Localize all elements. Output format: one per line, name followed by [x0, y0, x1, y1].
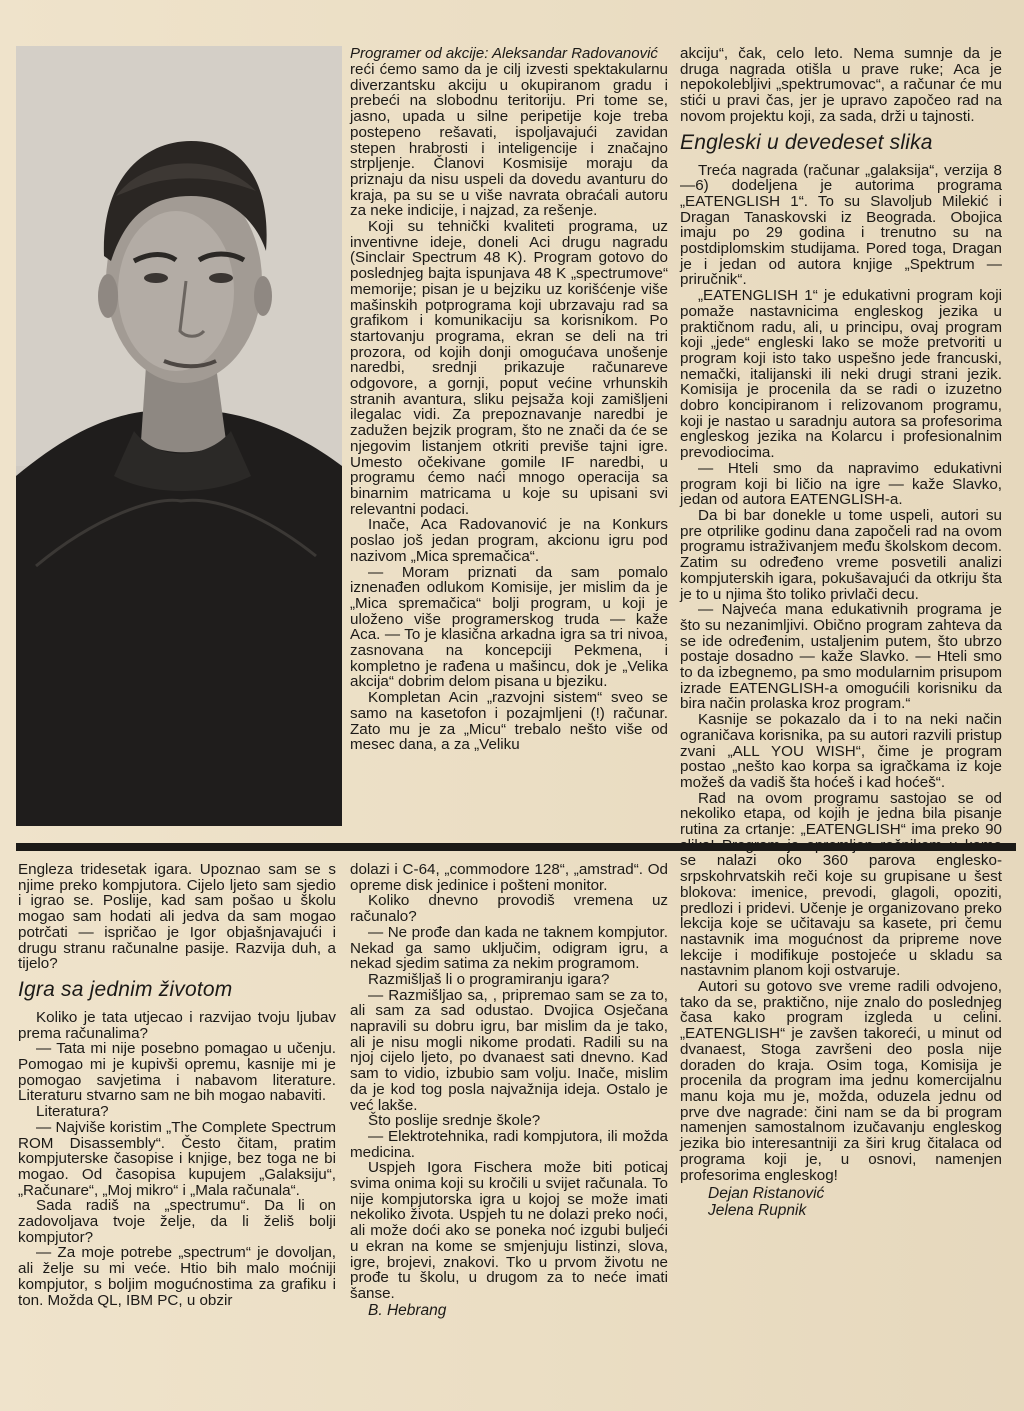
- portrait-image: [16, 46, 342, 826]
- paragraph: — Elektrotehnika, radi kompjutora, ili možda medicina.: [350, 1127, 668, 1161]
- photo-caption: Programer od akcije: Aleksandar Radovanović: [350, 45, 658, 62]
- paragraph: Kompletan Acin „razvojni sistem“ sveo se samo na kasetofon i pozajmljeni (!) računar. Zato mu je za „Micu“ trebalo nešto više od mesec dana, a za „Veliku: [350, 689, 668, 754]
- author-signature: Dejan Ristanović: [708, 1185, 825, 1203]
- paragraph: reći ćemo samo da je cilj izvesti spektakularnu diverzantsku akciju u okupiranom gradu i prebeći na slobodnu teritoriju. Pri tome se, jasno, upada u silne peripetije koje treba postepeno rešavati, ispoljavajući zavidan stepen hrabrosti i inteligencije i značajno strpljenje. Članovi Kosmisije moraju da priznaju da nisu uspeli da dovedu avanturu do kraja, pa su se u više navrata obraćali autoru za neke indicije, i najzad, za rešenje.: [350, 61, 668, 220]
- author-signature: Jelena Rupnik: [708, 1202, 807, 1220]
- portrait-photo: [16, 46, 342, 826]
- section-divider: [16, 843, 1016, 851]
- paragraph: Autori su gotovo sve vreme radili odvojeno, tako da se, praktično, nije znalo do poslednjeg časa kako program izgleda u celini. „EATENGLISH“ je zavšen takoreći, u minut od dvanaest, Stoga završeni deo posla nije doraden do kraja. Osim toga, Komisija je procenila da program ima jednu komercijalnu manu koja mu je, možda, oduzela jednu od prve dve nagrade: čini nam se da bi program namenjen samostalnom izučavanju engleskog jezika bio interesantniji za širi krug čitalaca od programa koji je, u osnovi, namenjen profesorima engleskog!: [680, 978, 1002, 1184]
- section-heading: Igra sa jednim životom: [18, 977, 233, 1001]
- column-1-bottom: [18, 862, 336, 1308]
- paragraph: — Tata mi nije posebno pomagao u učenju. Pomogao mi je kupivši opremu, kasnije mi je pomogao savjetima i nabavom literature. Literaturu stvarno sam ne bih mogao nabaviti.: [18, 1040, 336, 1105]
- paragraph: — Hteli smo da napravimo edukativni program koji bi ličio na igre — kaže Slavko, jedan od autora EATENGLISH-a.: [680, 459, 1002, 509]
- paragraph: Engleza tridesetak igara. Upoznao sam se s njime preko kompjutora. Cijelo ljeto sam sjedio i igrao se. Poslije, kad sam pošao u školu mogao sam hodati ali jedva da sam mogao potrčati — ispričao je Igor objašnjavajući i drugu stranu računalne pasije. Razvija duh, a tijelo?: [18, 861, 336, 973]
- paragraph: Što poslije srednje škole?: [368, 1112, 541, 1130]
- paragraph: — Najviše koristim „The Complete Spectrum ROM Disassembly“. Često čitam, pratim kompjuterske časopise i knjige, bez toga ne bi mogao. Od časopisa kupujem „Galaksiju“, „Računare“, „Moj mikro“ i „Mala računala“.: [18, 1118, 336, 1199]
- paragraph: „EATENGLISH 1“ je edukativni program koji pomaže nastavnicima engleskog jezika u praktičnom radu, ali, u principu, ovaj program koji „jede“ engleski lako se može pretvoriti u program koji isto tako uspešno jede francuski, nemački, italijanski ili neki drugi strani jezik. Komisija je procenila da se radi o izuzetno dobro koncipiranom i relizovanom programu, koji je nastao u saradnju autora sa profesorima engleskog jezika na Kolarcu i profesionalnim prevodiocima.: [680, 287, 1002, 462]
- paragraph: dolazi i C-64, „commodore 128“, „amstrad“. Od opreme disk jedinice i pošteni monitor.: [350, 861, 668, 894]
- paragraph: Treća nagrada (računar „galaksija“, verzija 8—6) dodeljena je autorima programa „EATENGLISH 1“. To su Slavoljub Milekić i Dragan Tanaskovski iz Beograda. Obojica imaju po 29 godina i trenutno su na postdiplomskim studijama. Pored toga, Dragan je i jedan od autora knjige „Spektrum — priručnik“.: [680, 161, 1002, 289]
- paragraph: Kasnije se pokazalo da i to na neki način ograničava korisnika, pa su autori razvili pristup zvani „ALL YOU WISH“, čime je program postao „nešto kao korpa sa igračkama iz koje možeš da vadiš šta hoćeš i kad hoćeš“.: [680, 711, 1002, 791]
- paragraph: Inače, Aca Radovanović je na Konkurs poslao još jedan program, akcionu igru pod nazivom „Mica spremačica“.: [350, 516, 668, 565]
- paragraph: Sada radiš na „spectrumu“. Da li on zadovoljava tvoje želje, da li želiš bolji kompjutor?: [18, 1197, 336, 1246]
- paragraph: Koliko je tata utjecao i razvijao tvoju ljubav prema računalima?: [18, 1008, 336, 1042]
- paragraph: Koji su tehnički kvaliteti programa, uz inventivne ideje, doneli Aci drugu nagradu (Sinclair Spectrum 48 K). Program gotovo do poslednjeg bajta ispunjava 48 K „spectrumove“ memorije; pisan je u bejziku uz korišćenje više mašinskih potprograma koji ubrzavaju rad sa grafikom i komunikaciju sa korisnikom. Po startovanju programa, ekran se deli na tri prozora, od kojih donji omogućava unošenje naredbi, srednji prikazuje računareve odgovore, a gornji, poput većine vrhunskih stranih avantura, sliku pejsaža koji zamišljeni ilegalac vidi. Za prepoznavanje naredbi je zadužen bejzik program, što ne znači da će se njegovim listanjem otkriti previše tajni igre. Umesto očekivane gomile IF naredbi, u programu ćemo naći mnogo operacija sa binarnim matricama u koje su upisani svi relevantni podaci.: [350, 218, 668, 518]
- column-2-top: [350, 46, 668, 753]
- section-heading: Engleski u devedeset slika: [680, 130, 933, 154]
- paragraph: Rad na ovom programu sastojao se od nekoliko etapa, od kojih je jedna bila pisanje rutina za crtanje: „EATENGLISH“ ima preko 90 se nalazi oko 360 parova englesko-srpskohrvatskih reči koje su grupisane u šest blokova: imenice, prevodi, glagoli, opoziti, predlozi i pridevi. Učenje je organizovano preko lekcija koje se učitavaju sa kasete, pri čemu nastavnik ima mogućnost da pripreme nove lekcije i modifikuje postojeće u skladu sa nastavnim planom koji ostvaruje.: [680, 789, 1002, 980]
- paragraph: Literatura?: [36, 1103, 109, 1121]
- paragraph: Da bi bar donekle u tome uspeli, autori su pre otprilike godinu dana započeli rad na ovom programu istraživanjem među školskom decom. Zatim su određeno vreme posvetili analizi kompjuterskih igara, pokušavajući da otkriju šta je to u njima što toliko privlači decu.: [680, 506, 1002, 603]
- paragraph: — Najveća mana edukativnih programa je što su nezanimljivi. Obično program zahteva da se ide određenim, ustaljenim putem, što ubrzo postaje dosadno — kaže Slavko. — Hteli smo to da izbegnemo, pa smo modularnim prisupom izrade EATENGLISH-a omogućili korisniku da bira način prolaska kroz program.“: [680, 601, 1002, 713]
- paragraph: — Razmišljao sa, , pripremao sam se za to, ali sam za sad odustao. Dvojica Osječana napravili su dobru igru, bar mislim da je tako, ali je nisu mogli nikome prodati. Radili su na njoj cijelo ljeto, po dvanaest sati dnevno. Kad sam to vidio, izbubio sam volju. Inače, mislim da je kod tog posla najvažnija ideja. Ostalo je već lakše.: [350, 986, 668, 1114]
- column-3: [680, 46, 1002, 1219]
- paragraph: — Ne prođe dan kada ne taknem kompjutor. Nekad ga samo uključim, odigram igru, a nekad sjedim satima za nekim programom.: [350, 923, 668, 973]
- paragraph: Razmišljaš li o programiranju igara?: [368, 970, 610, 988]
- paragraph: Koliko dnevno provodiš vremena uz računalo?: [350, 892, 668, 926]
- author-signature: B. Hebrang: [368, 1301, 447, 1319]
- paragraph: — Moram priznati da sam pomalo iznenađen odlukom Komisije, jer mislim da je „Mica spremačica“ bolji program, u koji je uloženo više programerskog truda — kaže Aca. — To je klasična arkadna igra sa tri nivoa, zasnovana na koncepciji Pekmena, i kompletno je rađena u mašincu, dok je „Velika akcija“ dobrim delom pisana u bjeziku.: [350, 563, 668, 691]
- paragraph: Uspjeh Igora Fischera može biti poticaj svima onima koji su kročili u svijet računala. To nije kompjutorska igra u kojoj se može imati nekoliko života. Uspjeh tu ne dolazi preko noći, ali može doći ako se poneka noć izgubi buljeći u ekran na kome se smjenjuju listinzi, slova, igre, brojevi, znakovi. Tko u prvom životu ne prođe tu školu, u drugom za to neće imati šanse.: [350, 1159, 668, 1302]
- paragraph: akciju“, čak, celo leto. Nema sumnje da je druga nagrada otišla u prave ruke; Aca je nepokolebljivi „spektrumovac“, a računar će mu stići u pravi čas, jer je upravo započeo rad na novom projektu koji, za sada, drži u tajnosti.: [680, 45, 1002, 125]
- paragraph: — Za moje potrebe „spectrum“ je dovoljan, ali želje su mi veće. Htio bih malo moćniji kompjutor, s boljim mogućnostima za grafiku i ton. Možda QL, IBM PC, u obzir: [18, 1244, 336, 1309]
- column-2-bottom: [350, 862, 668, 1319]
